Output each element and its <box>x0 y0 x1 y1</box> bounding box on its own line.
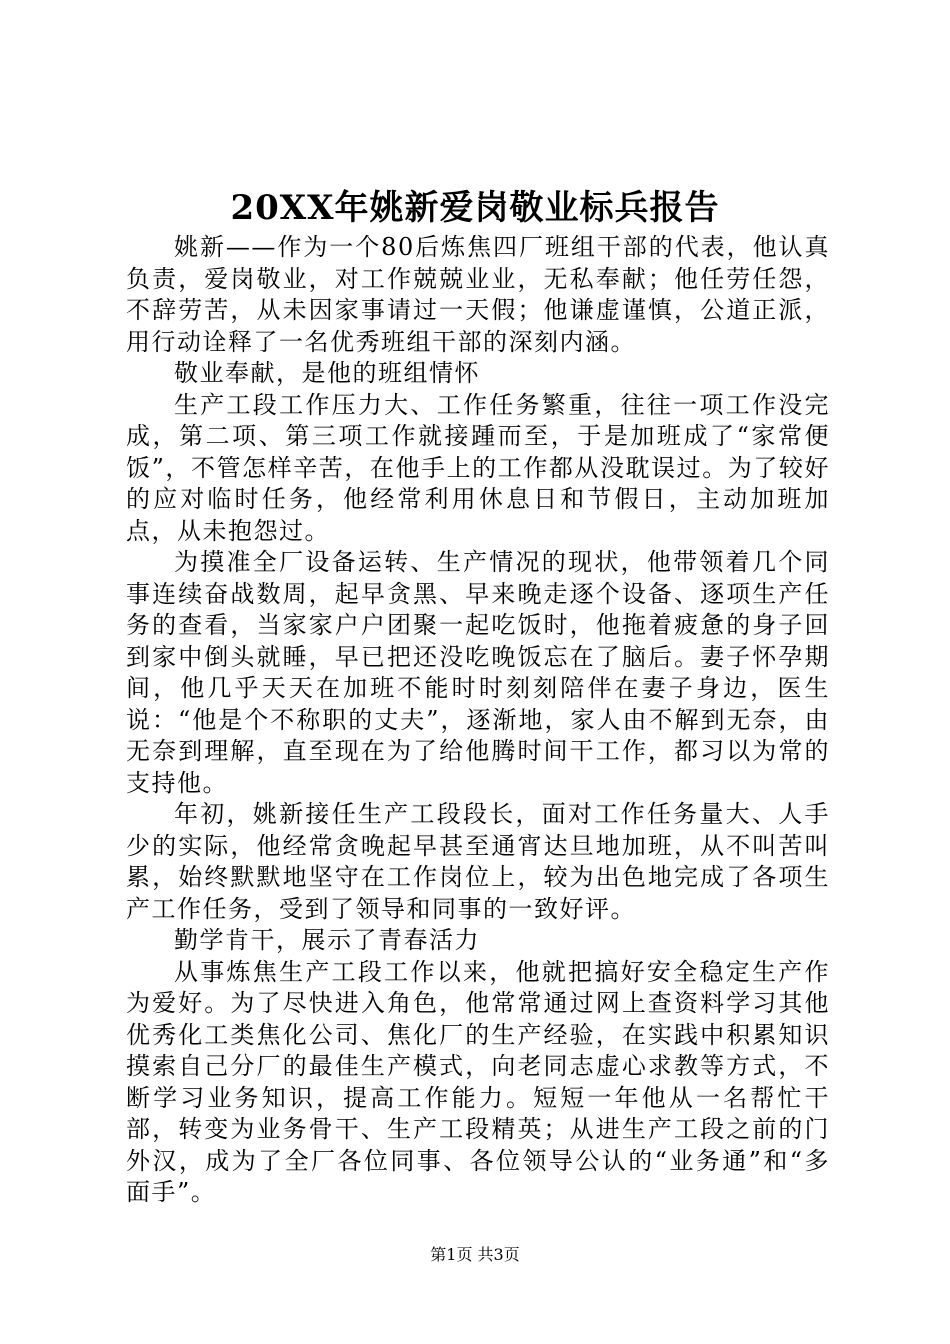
document-title: 20XX年姚新爱岗敬业标兵报告 <box>230 188 720 228</box>
paragraph: 从事炼焦生产工段工作以来，他就把搞好安全稳定生产作为爱好。为了尽快进入角色，他常常通过网上查资料学习其他优秀化工类焦化公司、焦化厂的生产经验，在实践中积累知识摸索自己分厂的最佳生产模式，向老同志虚心求教等方式，不断学习业务知识，提高工作能力。短短一年他从一名帮忙干部，转变为业务骨干、生产工段精英；从进生产工段之前的门外汉，成为了全厂各位同事、各位领导公认的“业务通”和“多面手”。 <box>126 957 830 1206</box>
section-heading-diligence: 勤学肯干，展示了青春活力 <box>174 926 480 954</box>
paragraph: 年初，姚新接任生产工段段长，面对工作任务量大、人手少的实际，他经常贪晚起早甚至通宵达旦地加班，从不叫苦叫累，始终默默地坚守在工作岗位上，较为出色地完成了各项生产工作任务，受到了领导和同事的一致好评。 <box>126 800 830 923</box>
page-footer: 第1页 共3页 <box>430 1245 520 1264</box>
paragraph-intro: 姚新——作为一个80后炼焦四厂班组干部的代表，他认真负责，爱岗敬业，对工作兢兢业业，无私奉献；他任劳任怨，不辞劳苦，从未因家事请过一天假；他谦虚谨慎，公道正派，用行动诠释了一名优秀班组干部的深刻内涵。 <box>126 233 830 356</box>
document-body <box>126 232 830 1209</box>
paragraph: 生产工段工作压力大、工作任务繁重，往往一项工作没完成，第二项、第三项工作就接踵而至，于是加班成了“家常便饭”，不管怎样辛苦，在他手上的工作都从没耽误过。为了较好的应对临时任务，他经常利用休息日和节假日，主动加班加点，从未抱怨过。 <box>126 390 830 545</box>
paragraph: 为摸准全厂设备运转、生产情况的现状，他带领着几个同事连续奋战数周，起早贪黑、早来晚走逐个设备、逐项生产任务的查看，当家家户户团聚一起吃饭时，他拖着疲惫的身子回到家中倒头就睡，早已把还没吃晚饭忘在了脑后。妻子怀孕期间，他几乎天天在加班不能时时刻刻陪伴在妻子身边，医生说：“他是个不称职的丈夫”，逐渐地，家人由不解到无奈，由无奈到理解，直至现在为了给他腾时间干工作，都习以为常的支持他。 <box>126 548 830 797</box>
section-heading-dedication: 敬业奉献，是他的班组情怀 <box>174 359 480 387</box>
